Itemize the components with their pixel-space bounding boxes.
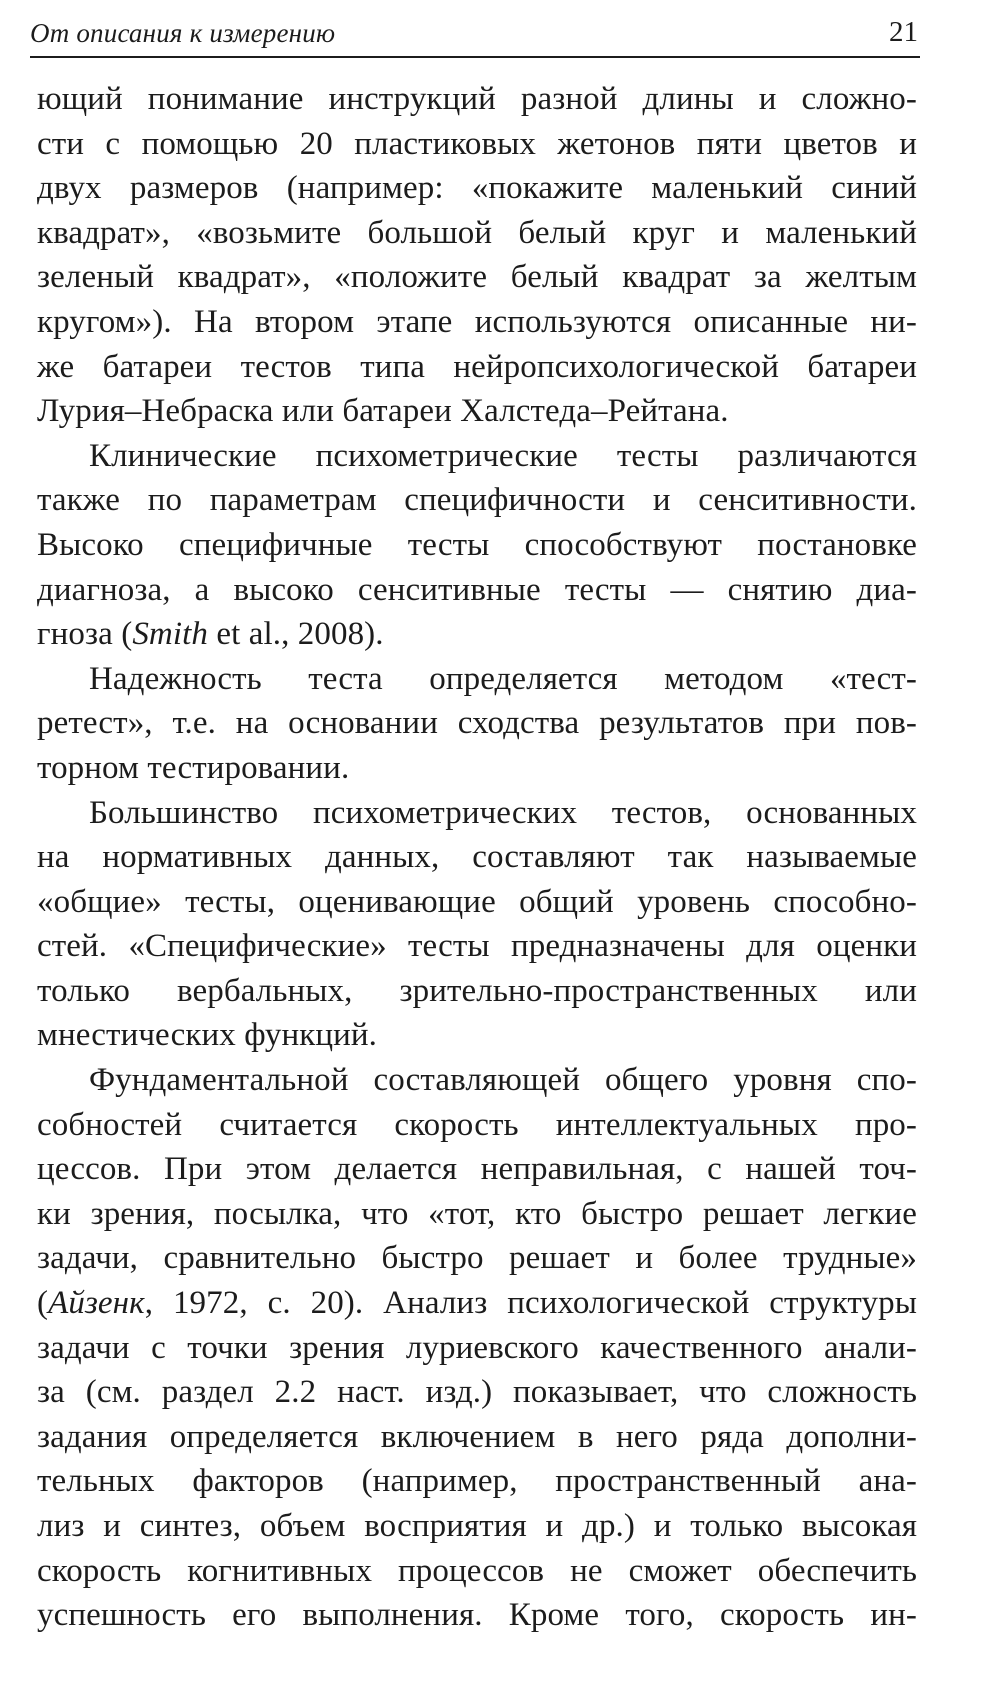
running-head: [30, 14, 918, 48]
cited-author: Smith: [132, 616, 208, 653]
text-line: на нормативных данных, составляют так называемые: [37, 839, 917, 876]
header-rule: [30, 56, 920, 58]
text-line: квадрат», «возьмите большой белый круг и маленький: [37, 214, 917, 251]
text-line: гноза (Smith et al., 2008).: [37, 616, 384, 653]
text-line: задачи, сравнительно быстро решает и более трудные»: [37, 1240, 917, 1277]
text-line: торном тестировании.: [37, 749, 350, 786]
text-line: (Айзенк, 1972, с. 20). Анализ психологической структуры: [37, 1285, 917, 1322]
text-line: двух размеров (например: «покажите маленький синий: [37, 170, 917, 207]
page-number: 21: [889, 16, 918, 48]
text-line: сти с помощью 20 пластиковых жетонов пяти цветов и: [37, 125, 917, 162]
text-line: же батареи тестов типа нейропсихологической батареи: [37, 348, 917, 385]
text-line: ки зрения, посылка, что «тот, кто быстро решает легкие: [37, 1195, 917, 1232]
paragraph: [37, 77, 917, 434]
text-line: скорость когнитивных процессов не сможет обеспечить: [37, 1552, 917, 1589]
text-line: лиз и синтез, объем восприятия и др.) и только высокая: [37, 1508, 917, 1544]
text-line: Надежность теста определяется методом «тест-: [89, 660, 917, 697]
text-line: «общие» тесты, оценивающие общий уровень способно-: [37, 883, 917, 920]
text-line: цессов. При этом делается неправильная, с нашей точ-: [37, 1151, 917, 1188]
body-text: [37, 77, 917, 1638]
text-line: только вербальных, зрительно-пространственных или: [37, 972, 917, 1009]
text-line: задачи с точки зрения луриевского качественного анали-: [37, 1329, 917, 1366]
text-line: также по параметрам специфичности и сенситивности.: [37, 482, 917, 519]
text-line: стей. «Специфические» тесты предназначены для оценки: [37, 928, 917, 965]
text-line: Фундаментальной составляющей общего уровня спо-: [89, 1062, 917, 1099]
paragraph: [37, 1058, 917, 1638]
text-line: Большинство психометрических тестов, основанных: [89, 794, 917, 831]
text-line: за (см. раздел 2.2 наст. изд.) показывает, что сложность: [37, 1374, 917, 1411]
paragraph: [37, 791, 917, 1059]
text-line: тельных факторов (например, пространственный ана-: [37, 1463, 917, 1500]
running-title: От описания к измерению: [30, 18, 336, 48]
text-line: мнестических функций.: [37, 1017, 377, 1054]
text-line: Клинические психометрические тесты различаются: [89, 437, 917, 474]
text-line: задания определяется включением в него ряда дополни-: [37, 1418, 917, 1455]
text-line: ретест», т.е. на основании сходства результатов при пов-: [37, 705, 917, 742]
text-line: зеленый квадрат», «положите белый квадрат за желтым: [37, 259, 917, 296]
text-line: диагноза, а высоко сенситивные тесты — снятию диа-: [37, 571, 917, 608]
text-line: успешность его выполнения. Кроме того, скорость ин-: [37, 1597, 917, 1634]
text-line: ющий понимание инструкций разной длины и сложно-: [37, 81, 917, 117]
text-line: Высоко специфичные тесты способствуют постановке: [37, 526, 917, 563]
paragraph: [37, 657, 917, 791]
cited-author: Айзенк: [48, 1285, 145, 1322]
text-line: кругом»). На втором этапе используются описанные ни-: [37, 303, 917, 340]
paragraph: [37, 434, 917, 657]
text-line: собностей считается скорость интеллектуальных про-: [37, 1106, 917, 1143]
text-line: Лурия–Небраска или батареи Халстеда–Рейтана.: [37, 393, 729, 430]
